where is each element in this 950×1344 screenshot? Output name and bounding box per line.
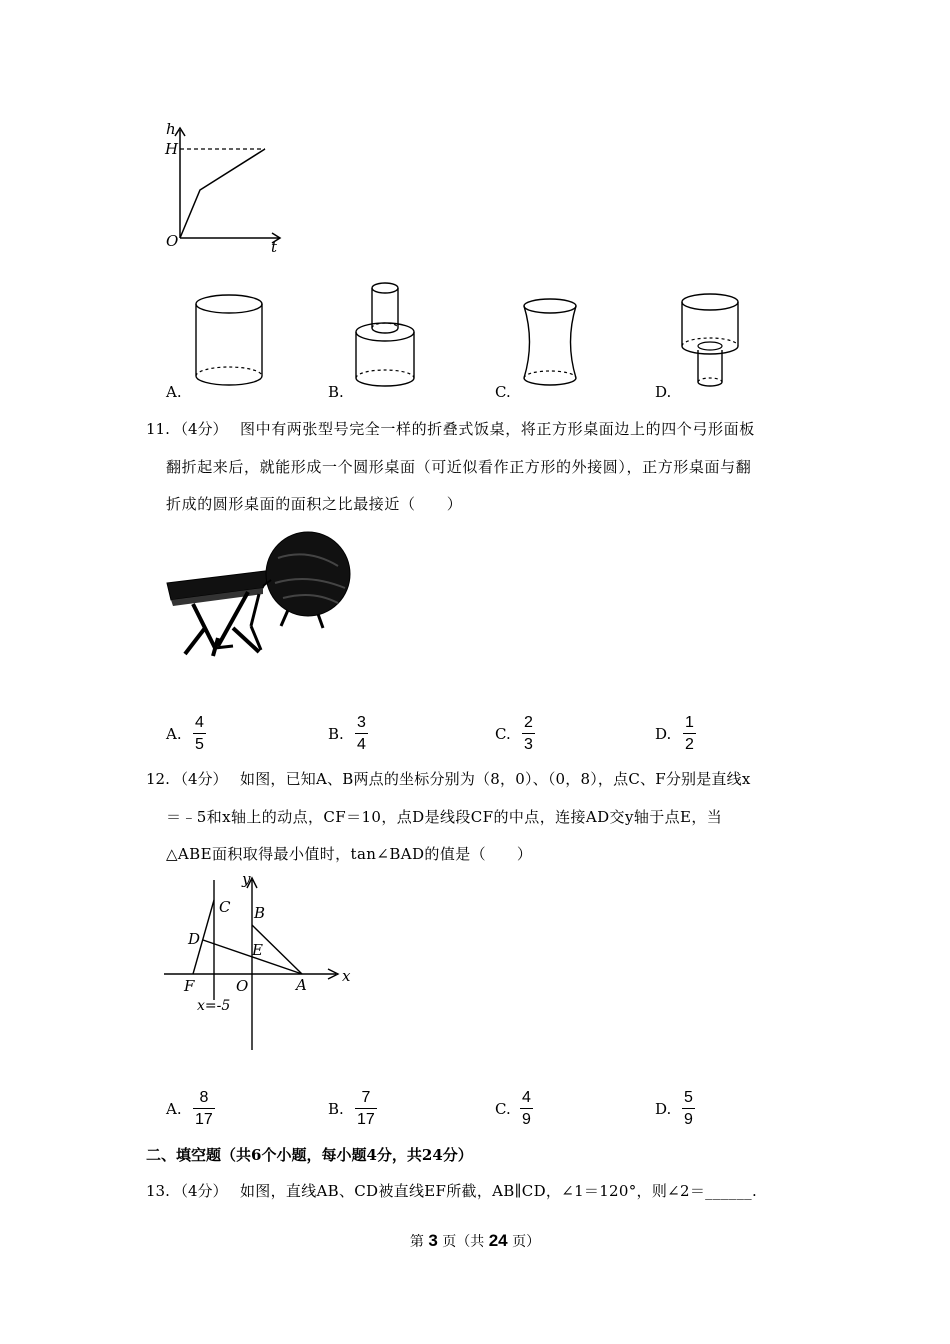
fraction	[682, 1090, 695, 1128]
numerator: 4	[195, 714, 204, 731]
fig-E-label: E	[252, 941, 263, 959]
fraction	[355, 1090, 377, 1128]
graph-H-label: H	[165, 140, 179, 158]
fig-y-label: y	[242, 870, 251, 888]
denominator: 17	[195, 1111, 213, 1128]
container-c-figure	[521, 296, 581, 392]
q10-option-b-label[interactable]: B.	[328, 383, 344, 401]
q10-option-a-label[interactable]: A.	[166, 383, 182, 401]
numerator: 1	[685, 714, 694, 731]
question-points: （4分）	[173, 770, 228, 788]
denominator: 9	[522, 1111, 531, 1128]
footer-suffix: 页）	[512, 1234, 541, 1250]
numerator: 8	[199, 1089, 209, 1106]
denominator: 5	[195, 736, 204, 753]
footer-page-number: 3	[428, 1231, 438, 1250]
question-points: （4分）	[173, 420, 228, 438]
denominator: 17	[357, 1111, 375, 1128]
fraction	[355, 715, 368, 753]
question-text-line-3: 折成的圆形桌面的面积之比最接近（ ）	[166, 495, 463, 513]
denominator: 9	[684, 1111, 693, 1128]
fraction	[520, 1090, 533, 1128]
fig-C-label: C	[219, 898, 231, 916]
question-text-line-2: ＝﹣5和x轴上的动点，CF＝10，点D是线段CF的中点，连接AD交y轴于点E，当	[166, 808, 723, 826]
denominator: 4	[357, 736, 366, 753]
section-title: 二、填空题（共6个小题，每小题4分，共24分）	[146, 1146, 473, 1164]
fig-D-label: D	[188, 930, 201, 948]
option-label: B.	[328, 1100, 344, 1118]
question-number: 11.	[146, 420, 170, 438]
fraction	[193, 715, 206, 753]
container-a-figure	[193, 290, 265, 390]
footer-total-pages: 24	[488, 1231, 508, 1250]
container-b-figure	[352, 280, 422, 392]
fraction	[193, 1090, 215, 1128]
page-footer	[0, 1231, 950, 1251]
numerator: 4	[522, 1089, 531, 1106]
graph-axis-h-label: h	[166, 120, 176, 138]
question-text-line-1: 如图，已知A、B两点的坐标分别为（8，0）、（0，8），点C、F分别是直线x	[240, 770, 751, 788]
option-label: C.	[495, 1100, 511, 1118]
numerator: 3	[357, 714, 366, 731]
folding-table-photo	[163, 528, 363, 678]
coordinate-figure	[160, 870, 360, 1055]
question-points: （4分）	[173, 1182, 228, 1200]
fig-B-label: B	[254, 904, 266, 922]
fig-x-label: x	[342, 967, 351, 985]
numerator: 7	[361, 1089, 371, 1106]
fig-F-label: F	[184, 977, 195, 995]
fig-A-label: A	[296, 976, 307, 994]
option-label: B.	[328, 725, 344, 743]
option-label: A.	[166, 725, 182, 743]
option-label: A.	[166, 1100, 182, 1118]
question-text-line-1: 图中有两张型号完全一样的折叠式饭桌，将正方形桌面边上的四个弓形面板	[240, 420, 755, 438]
numerator: 2	[524, 714, 533, 731]
question-text-line-2: 翻折起来后，就能形成一个圆形桌面（可近似看作正方形的外接圆），正方形桌面与翻	[166, 458, 752, 476]
fraction	[522, 715, 535, 753]
question-number: 12.	[146, 770, 170, 788]
question-number: 13.	[146, 1182, 170, 1200]
question-text-line-3: △ABE面积取得最小值时，tan∠BAD的值是（ ）	[166, 845, 533, 863]
fig-line-label: x=-5	[197, 998, 231, 1014]
q10-option-d-label[interactable]: D.	[655, 383, 672, 401]
option-label: D.	[655, 725, 672, 743]
footer-mid: 页（共	[442, 1234, 485, 1250]
q10-option-c-label[interactable]: C.	[495, 383, 511, 401]
graph-origin-label: O	[166, 232, 179, 250]
fraction	[683, 715, 696, 753]
numerator: 5	[684, 1089, 693, 1106]
option-label: C.	[495, 725, 511, 743]
denominator: 3	[524, 736, 533, 753]
denominator: 2	[685, 736, 694, 753]
container-d-figure	[680, 290, 742, 390]
graph-axis-t-label: t	[271, 238, 278, 256]
footer-prefix: 第	[409, 1234, 424, 1250]
option-label: D.	[655, 1100, 672, 1118]
question-text: 如图，直线AB、CD被直线EF所截，AB∥CD，∠1＝120°，则∠2＝______.	[240, 1182, 758, 1200]
fig-O-label: O	[236, 977, 249, 995]
